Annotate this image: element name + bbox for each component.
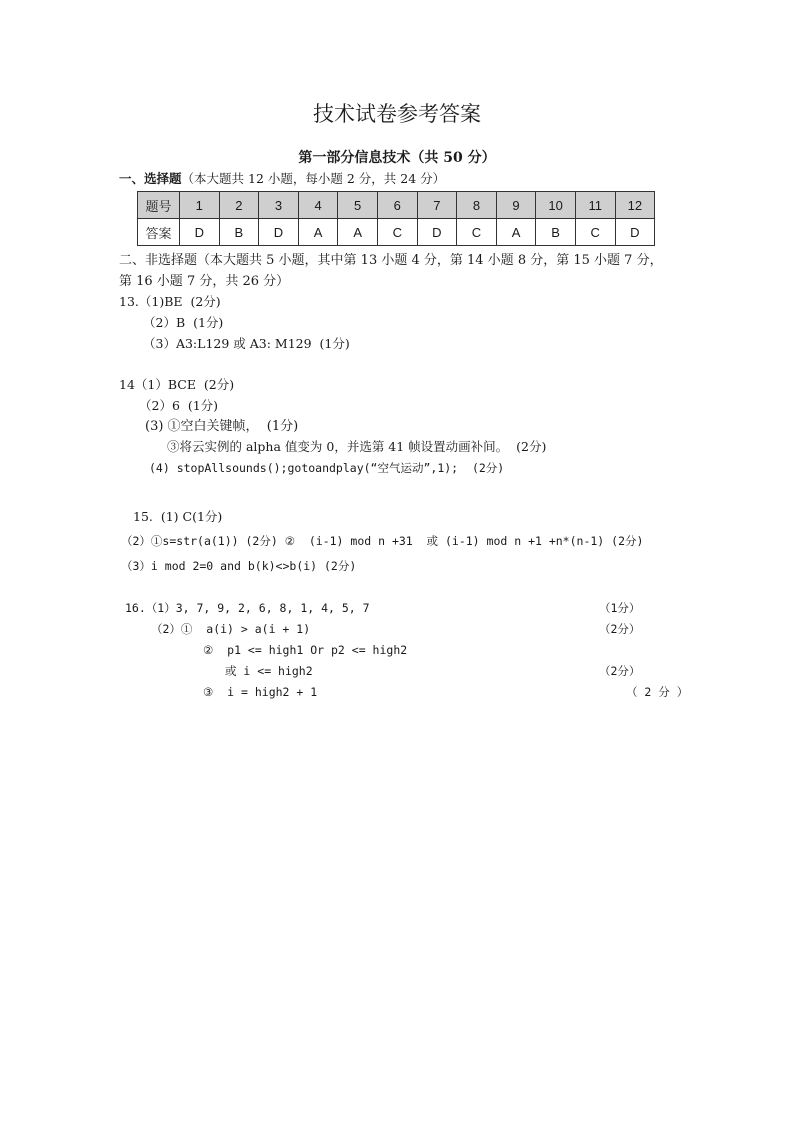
q14-answer-1: 14（1）BCE (2分) bbox=[119, 377, 235, 392]
q14-answer-4: (4) stopAllsounds();gotoandplay(“空气运动”,1); (2分) bbox=[149, 461, 505, 475]
question-number-cell: 4 bbox=[298, 192, 338, 219]
part1-title: 第一部分信息技术（共 50 分） bbox=[298, 150, 496, 166]
q16-score-2: （2分） bbox=[599, 622, 641, 636]
question-number-cell: 5 bbox=[338, 192, 378, 219]
q16-score-1: （1分） bbox=[599, 601, 641, 615]
q14-answer-3: (3) ①空白关键帧， (1分) bbox=[145, 419, 299, 434]
q16-answer-3: ② p1 <= high1 Or p2 <= high2 bbox=[203, 643, 408, 657]
q16-score-4: （ 2 分 ） bbox=[626, 685, 689, 699]
question-number-cell: 11 bbox=[575, 192, 615, 219]
answer-cell: C bbox=[575, 219, 615, 246]
q15-answer-3: （3）i mod 2=0 and b(k)<>b(i) (2分) bbox=[121, 559, 357, 573]
q16-score-3: （2分） bbox=[599, 664, 641, 678]
question-number-cell: 10 bbox=[536, 192, 576, 219]
q13-answer-3: （3）A3:L129 或 A3: M129 (1分) bbox=[143, 336, 350, 351]
answer-cell: A bbox=[338, 219, 378, 246]
question-number-cell: 12 bbox=[615, 192, 655, 219]
page-title: 技术试卷参考答案 bbox=[313, 102, 481, 126]
answer-cell: A bbox=[496, 219, 536, 246]
question-number-cell: 9 bbox=[496, 192, 536, 219]
answer-cell: C bbox=[377, 219, 417, 246]
answer-cell: C bbox=[457, 219, 497, 246]
answer-cell: D bbox=[417, 219, 457, 246]
answer-cell: B bbox=[536, 219, 576, 246]
question-number-cell: 2 bbox=[219, 192, 259, 219]
answer-cell: A bbox=[298, 219, 338, 246]
question-number-cell: 3 bbox=[259, 192, 299, 219]
question-number-cell: 7 bbox=[417, 192, 457, 219]
q13-answer-1: 13.（1)BE (2分) bbox=[119, 294, 221, 309]
q14-answer-3b: ③将云实例的 alpha 值变为 0，并选第 41 帧设置动画补间。 (2分) bbox=[167, 439, 547, 454]
answer-table-header-row bbox=[138, 192, 655, 219]
q13-answer-2: （2）B (1分) bbox=[143, 315, 224, 330]
answer-table-answer-row bbox=[138, 219, 655, 246]
answer-cell: D bbox=[259, 219, 299, 246]
q15-answer-2: （2）①s=str(a(1)) (2分) ② (i-1) mod n +31 或 (i-1) mod n +1 +n*(n-1) (2分) bbox=[121, 534, 644, 548]
q15-answer-1: 15. (1) C(1分) bbox=[133, 509, 223, 524]
q14-answer-2: （2）6 (1分) bbox=[139, 398, 219, 413]
answer-cell: B bbox=[219, 219, 259, 246]
header-label-cell: 题号 bbox=[138, 192, 180, 219]
question-number-cell: 1 bbox=[180, 192, 220, 219]
question-number-cell: 6 bbox=[377, 192, 417, 219]
section2-heading-line1: 二、非选择题（本大题共 5 小题，其中第 13 小题 4 分，第 14 小题 8 分，第 15 小题 7 分， bbox=[119, 253, 663, 268]
section2-heading-line2: 第 16 小题 7 分，共 26 分） bbox=[119, 274, 290, 289]
question-number-cell: 8 bbox=[457, 192, 497, 219]
answer-label-cell: 答案 bbox=[138, 219, 180, 246]
q16-answer-3b: 或 i <= high2 bbox=[225, 664, 313, 678]
section1-header bbox=[119, 173, 445, 186]
q16-answer-2: （2）① a(i) > a(i + 1) bbox=[151, 622, 311, 636]
answer-table bbox=[137, 191, 655, 246]
answer-cell: D bbox=[180, 219, 220, 246]
section1-heading: 一、选择题 bbox=[119, 171, 182, 186]
answer-cell: D bbox=[615, 219, 655, 246]
section1-note: （本大题共 12 小题，每小题 2 分，共 24 分） bbox=[181, 171, 446, 186]
q16-answer-4: ③ i = high2 + 1 bbox=[203, 685, 318, 699]
q16-answer-1: 16.（1）3, 7, 9, 2, 6, 8, 1, 4, 5, 7 bbox=[125, 601, 370, 615]
